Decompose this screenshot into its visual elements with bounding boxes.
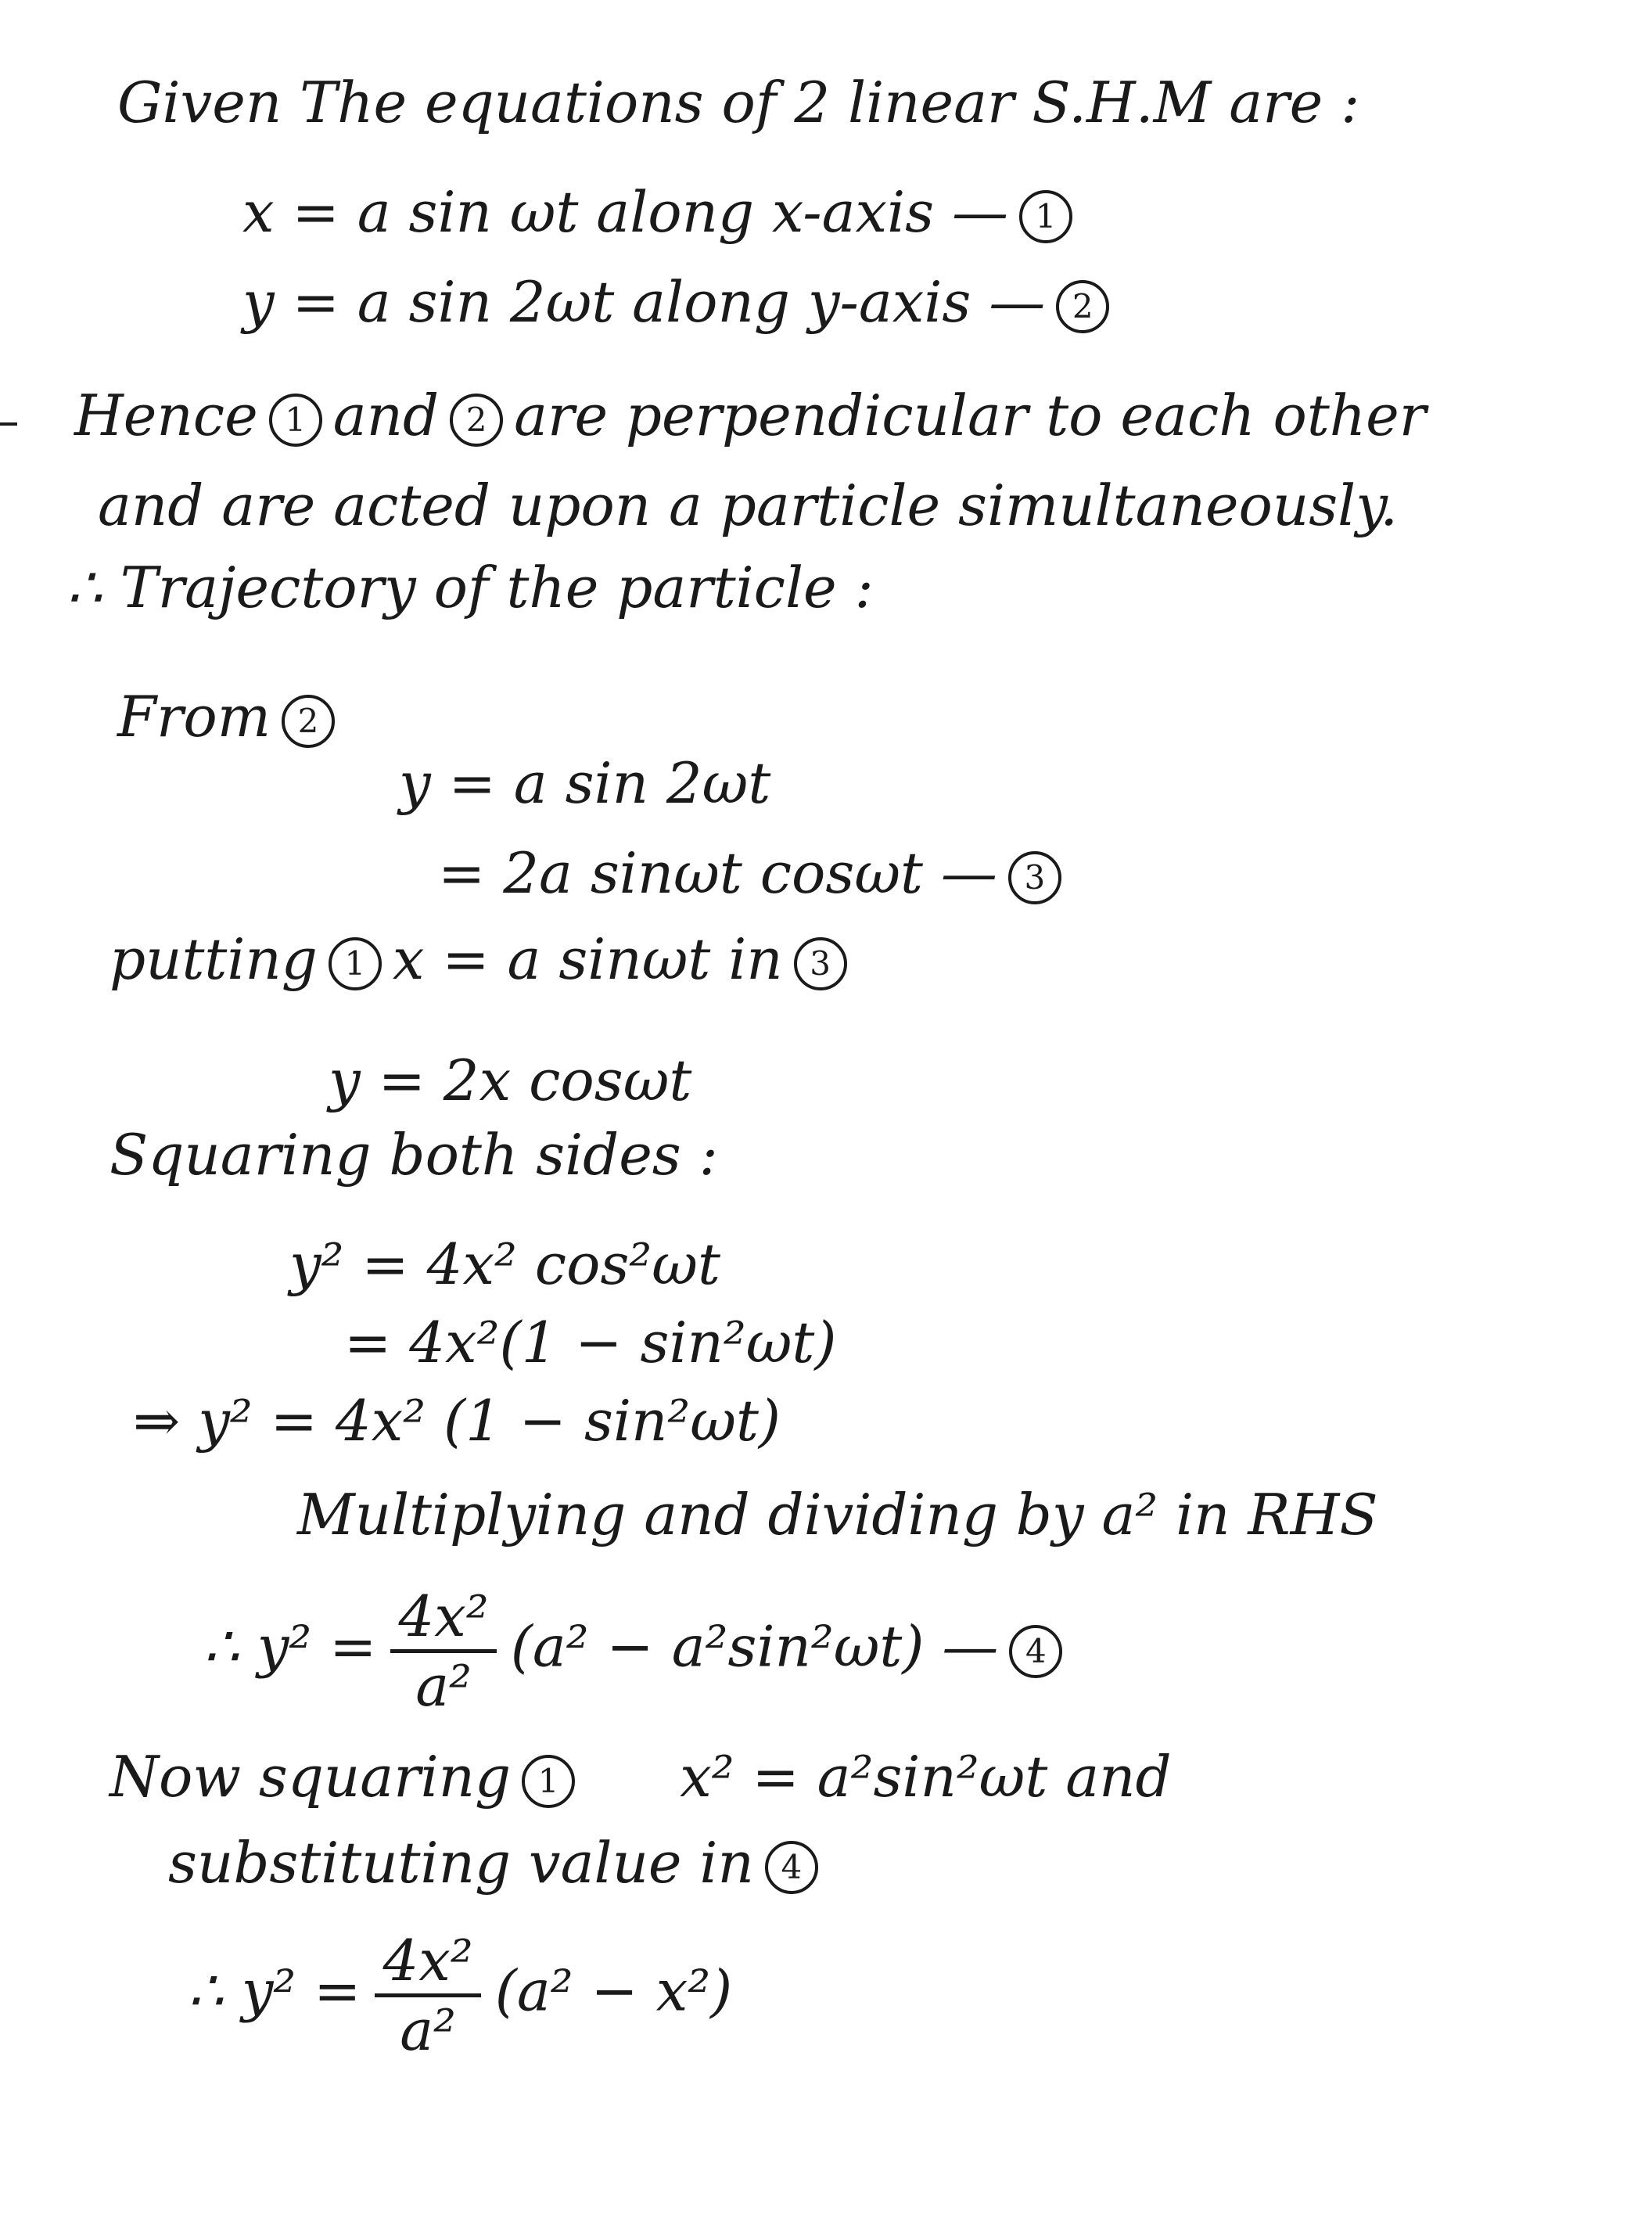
eq-marker-3: 3 [1008,851,1061,904]
line-implies: ⇒ y² = 4x² (1 − sin²ωt) [133,1388,781,1454]
eq-marker-2: 2 [1056,280,1109,333]
fraction-4x2-over-a2: $\frac{\text{4x²}}{\text{a²}}$ [390,1588,496,1714]
eq-marker-4: 4 [1009,1625,1062,1678]
fraction-4x2-over-a2: $\frac{\text{4x²}}{\text{a²}}$ [375,1932,480,2058]
eq-marker-4: 4 [765,1841,818,1894]
line-squaring: Squaring both sides : [110,1122,718,1188]
line-from: From 2 [117,688,346,748]
line-hence: Hence 1 and 2 are perpendicular to each other [74,383,1427,448]
eq-marker-1: 1 [329,937,382,990]
line-multiplying: Multiplying and dividing by a² in RHS [297,1482,1378,1547]
eq-marker-1: 1 [522,1755,575,1808]
line-now-squaring: Now squaring 1 x² = a²sin²ωt and [110,1744,1172,1810]
eq-marker-3: 3 [794,937,847,990]
line-trajectory: ∴ Trajectory of the particle : [66,555,874,620]
eq-marker-1: 1 [1019,190,1072,243]
line-y-sin2wt: y = a sin 2ωt [399,750,771,816]
line-eq3: = 2a sinωt cosωt — 3 [438,845,1072,904]
line-substituting: substituting value in 4 [168,1835,829,1894]
eq-marker-1: 1 [269,394,322,447]
margin-tick [0,422,17,426]
eq-marker-2: 2 [282,695,335,748]
line-y2-cos2: y² = 4x² cos²ωt [289,1231,720,1297]
line-final: ∴ y² = $\frac{\text{4x²}}{\text{a²}}$ (a² − x²) [188,1928,733,2063]
line-y-2xcos: y = 2x cosωt [329,1048,692,1113]
line-acted: and are acted upon a particle simultaneously. [98,473,1399,538]
line-eq1: x = a sin ωt along x-axis — 1 [242,184,1083,243]
line-given: Given The equations of 2 linear S.H.M are : [117,70,1360,135]
line-eq2: y = a sin 2ωt along y-axis — 2 [242,274,1120,333]
line-putting: putting 1 x = a sinωt in 3 [110,931,858,990]
line-identity: = 4x²(1 − sin²ωt) [344,1310,837,1375]
line-eq4: ∴ y² = $\frac{\text{4x²}}{\text{a²}}$ (a² − a²sin²ωt) — 4 [203,1588,1073,1714]
eq-marker-2: 2 [450,394,503,447]
